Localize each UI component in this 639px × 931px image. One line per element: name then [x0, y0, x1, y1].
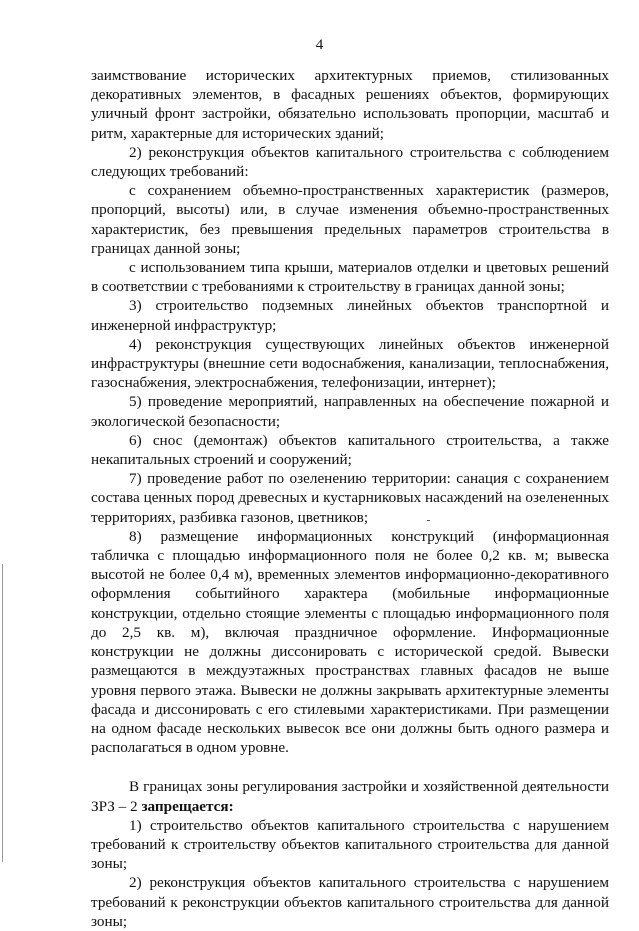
scan-margin-line	[2, 564, 3, 862]
zone-intro-bold: запрещается:	[141, 797, 234, 815]
zone-item-1: 1) строительство объектов капитального строительства с нарушением требований к строительству объектов капитального строительства для данной зоны;	[91, 816, 609, 873]
paragraph-item-8: 8) размещение информационных конструкций (информационная табличка с площадью информационного поля не более 0,2 кв. м; вывеска высотой не более 0,4 м), временных элементов информационно-декоративного оформления событийного характера (мобильные информационные конструкции, отдельно стоящие элементы с площадью информационного поля до 2,5 кв. м), включая праздничное оформление. Информационные конструкции не должны диссонировать с исторической средой. Вывески размещаются в междуэтажных пространствах главных фасадов не выше уровня первого этажа. Вывески не должны закрывать архитектурные элементы фасада и диссонировать с его стилевыми характеристиками. При размещении на одном фасаде нескольких вывесок все они должны быть одного размера и располагаться в одном уровне.	[91, 527, 609, 757]
paragraph-sub-roof: с использованием типа крыши, материалов отделки и цветовых решений в соответствии с требованиями к строительству в границах данной зоны;	[91, 259, 609, 296]
paragraph-sub-volume: с сохранением объемно-пространственных характеристик (размеров, пропорций, высоты) или, в случае изменения объемно-пространственных характеристик, без превышения предельных параметров строительства в границах данной зоны;	[91, 182, 609, 257]
paragraph-item-7: 7) проведение работ по озеленению территории: санация с сохранением состава ценных пород древесных и кустарниковых насаждений на озелененных территориях, разбивка газонов, цветников;	[91, 470, 609, 526]
scan-artifact-mark	[427, 520, 430, 521]
zone-item-2: 2) реконструкция объектов капитального строительства с нарушением требований к реконструкции объектов капитального строительства для данной зоны;	[91, 874, 609, 930]
paragraph-continuation: заимствование исторических архитектурных приемов, стилизованных декоративных элементов, в фасадных решениях объектов, формирующих уличный фронт застройки, обязательно использовать пропорции, масштаб и ритм, характерные для исторических зданий;	[91, 67, 609, 142]
page-content	[91, 66, 609, 931]
paragraph-item-4: 4) реконструкция существующих линейных объектов инженерной инфраструктуры (внешние сети водоснабжения, канализации, теплоснабжения, газоснабжения, электроснабжения, телефонизации, интернет);	[91, 335, 609, 392]
zone-section-intro	[91, 777, 609, 815]
paragraph-item-5: 5) проведение мероприятий, направленных на обеспечение пожарной и экологической безопасности;	[91, 393, 609, 430]
paragraph-item-2: 2) реконструкция объектов капитального строительства с соблюдением следующих требований:	[91, 143, 609, 181]
section-spacer	[91, 757, 609, 777]
page-number: 4	[315, 37, 324, 53]
paragraph-item-3: 3) строительство подземных линейных объектов транспортной и инженерной инфраструктур;	[91, 297, 609, 334]
zone-intro-text: В границах зоны регулирования застройки и хозяйственной деятельности ЗРЗ – 2	[91, 778, 609, 815]
paragraph-item-6: 6) снос (демонтаж) объектов капитального строительства, а также некапитальных строений и сооружений;	[91, 431, 609, 469]
